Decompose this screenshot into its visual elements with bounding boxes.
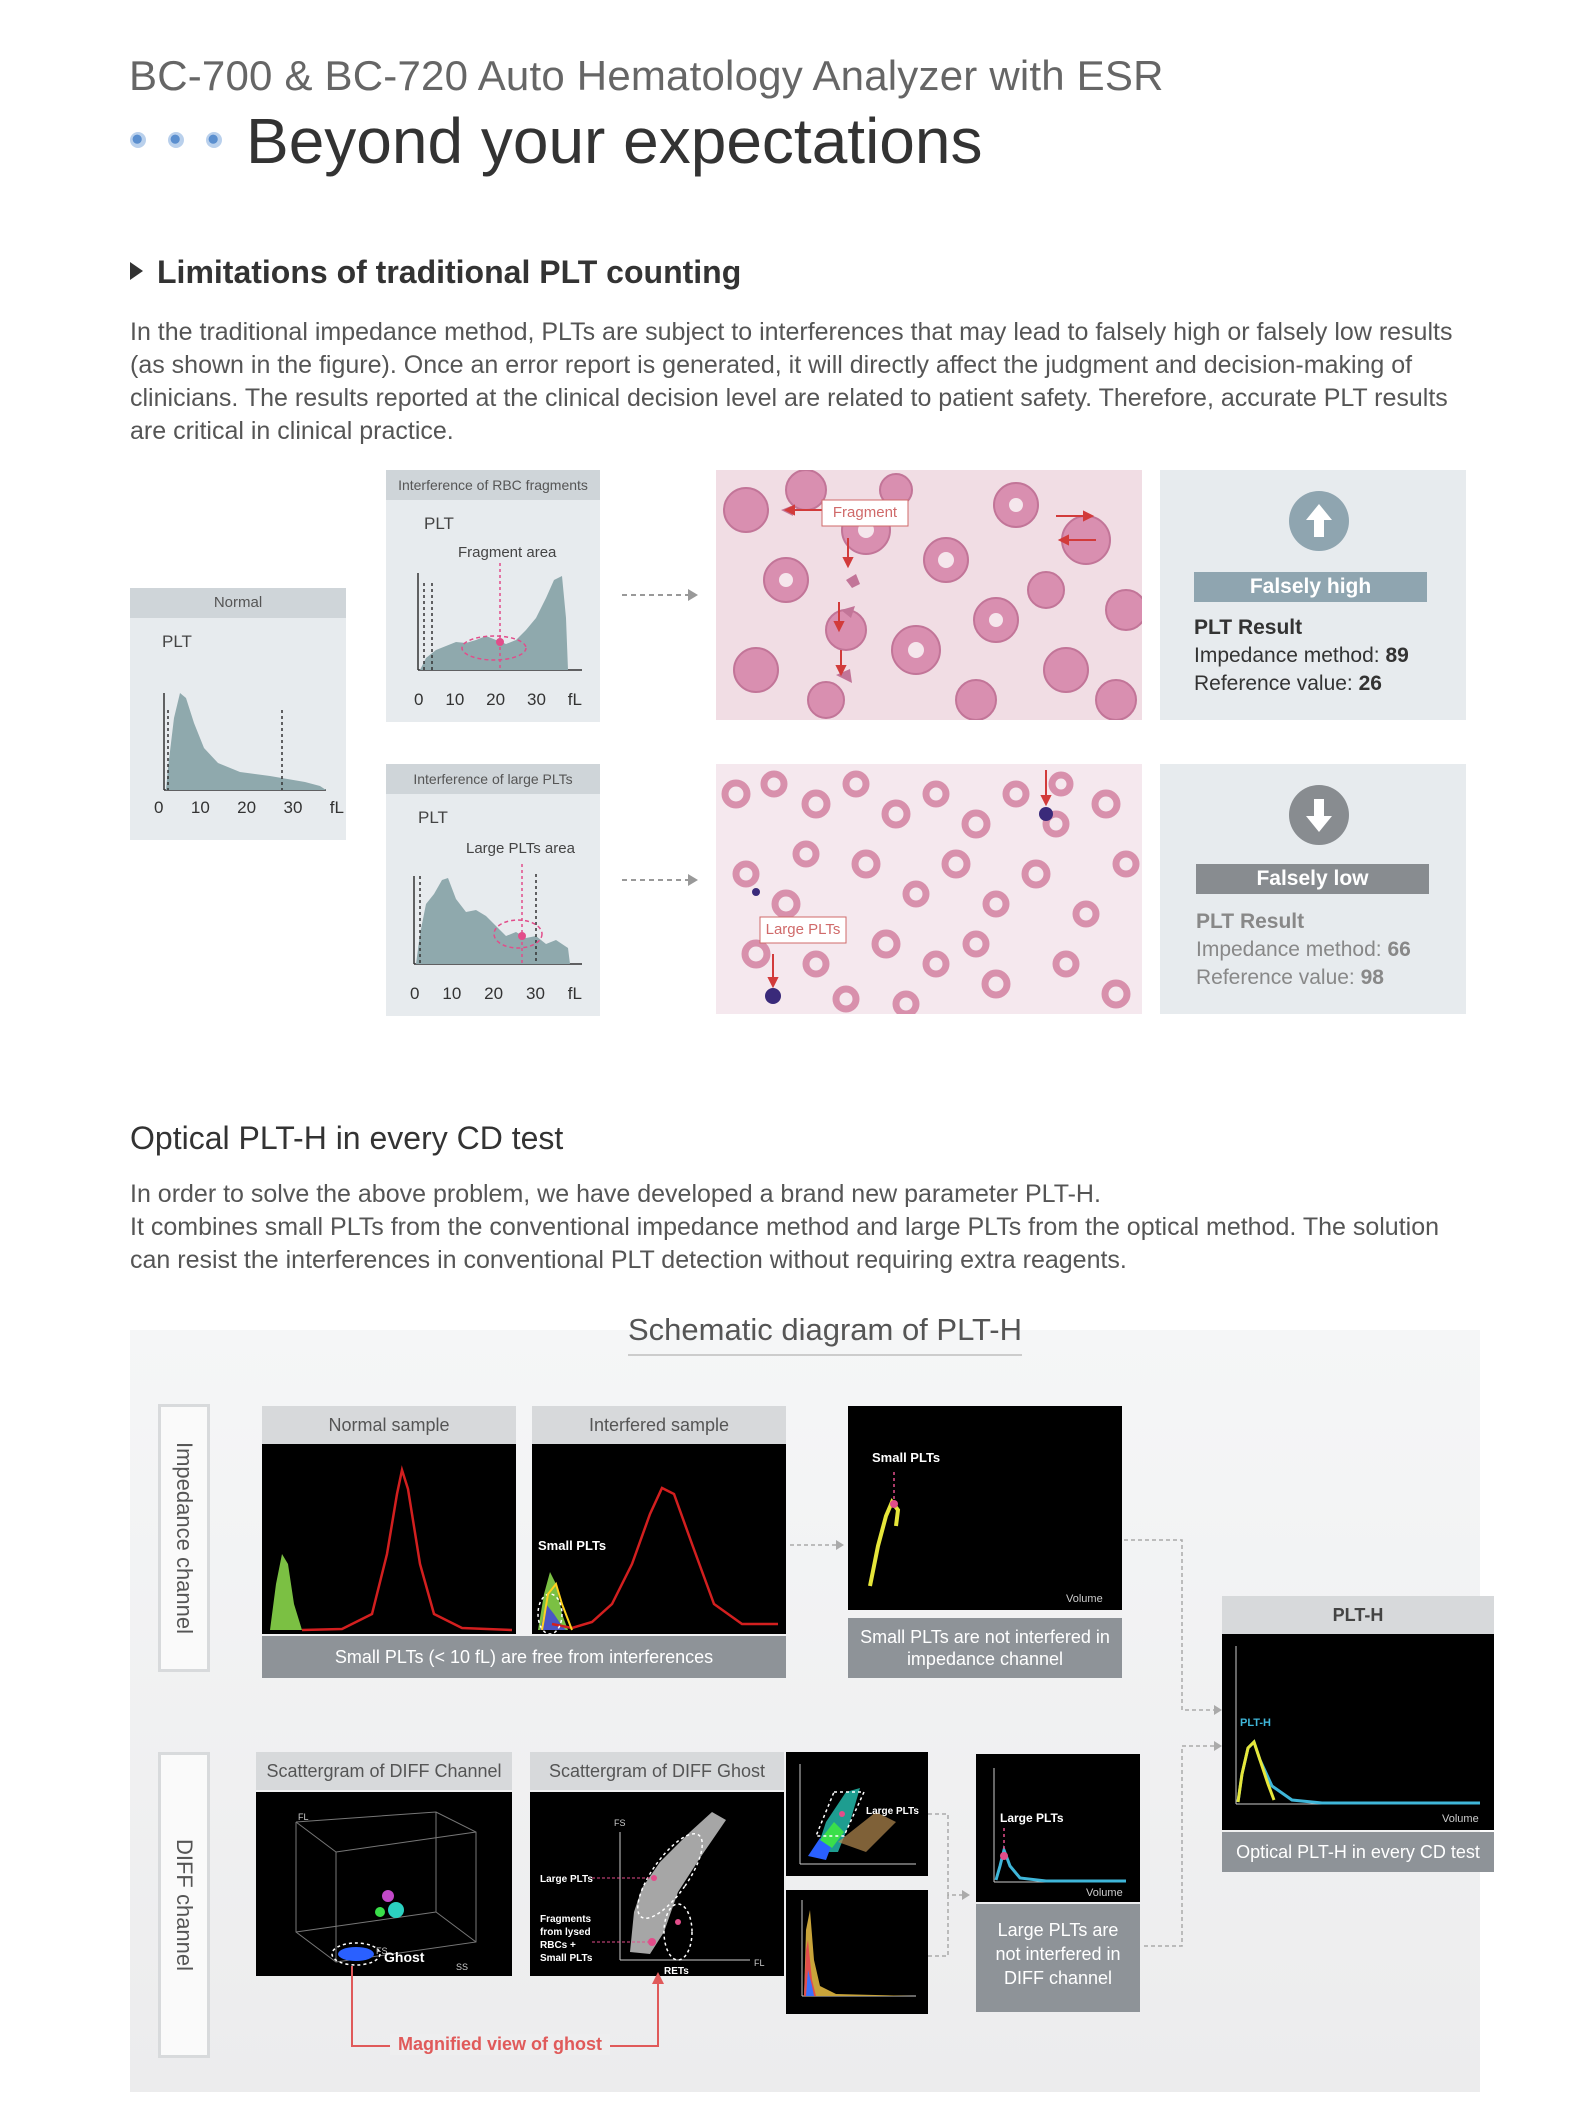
normal-histogram-panel: [130, 588, 346, 840]
section2-paragraph-2: It combines small PLTs from the conventional impedance method and large PLTs from the optical method. The solution can resist the interferences in conventional PLT detection without requiring extra reagents.: [130, 1213, 1440, 1274]
dashed-arrow-icon: [620, 585, 700, 605]
rbc-fragments-micrograph: [716, 470, 1142, 720]
label-text: Impedance channel: [172, 1441, 197, 1635]
up-arrow-icon: [1288, 490, 1350, 552]
document-title: Beyond your expectations: [246, 105, 983, 177]
falsely-high-result-card: [1160, 470, 1466, 720]
panel-header: Normal: [130, 588, 346, 618]
dashed-connector-to-plth: [1122, 1536, 1222, 1956]
tick-label: 0: [410, 984, 420, 1003]
impedance-value: 66: [1387, 938, 1411, 961]
fl-axis-label: FL: [754, 1958, 765, 1968]
reference-value: 26: [1358, 672, 1382, 695]
impedance-value: 89: [1385, 644, 1409, 667]
section-heading-limitations: [130, 254, 741, 291]
interfered-sample-header: Interfered sample: [532, 1406, 786, 1444]
blood-smear-image: [716, 764, 1142, 1014]
normal-histogram: [130, 648, 346, 798]
tick-label: 30: [526, 690, 546, 709]
diff-ghost-scattergram: [530, 1792, 784, 1976]
down-arrow-icon: [1288, 784, 1350, 846]
diff-channel-scattergram: [256, 1792, 512, 1976]
label-text: DIFF channel: [172, 1838, 197, 1972]
tick-label: 10: [190, 798, 210, 817]
caption-line: DIFF channel: [1003, 1968, 1113, 1988]
fragments-text-3: RBCs +: [540, 1940, 576, 1951]
document-subtitle: BC-700 & BC-720 Auto Hematology Analyzer with ESR: [129, 52, 1164, 99]
tick-label: 30: [283, 798, 303, 817]
diff-ghost-scatter-header: Scattergram of DIFF Ghost: [530, 1752, 784, 1790]
fs-axis-label: FS: [376, 1946, 388, 1956]
x-axis-ticks: [414, 690, 582, 710]
tick-label: fL: [329, 798, 344, 817]
reference-label: Reference value:: [1196, 966, 1361, 989]
dashed-arrow-icon: [788, 1535, 848, 1555]
plth-header: PLT-H: [1222, 1596, 1494, 1634]
tick-label: 10: [445, 690, 465, 709]
impedance-label: Impedance method:: [1196, 938, 1388, 961]
zoomed-ghost-scatter-1: [786, 1752, 928, 1876]
tick-label: fL: [567, 690, 582, 709]
large-plts-micrograph: [716, 764, 1142, 1014]
tick-label: 20: [484, 984, 504, 1003]
dashed-arrow-icon: [620, 870, 700, 890]
diff-channel-scatter-header: Scattergram of DIFF Channel: [256, 1752, 512, 1790]
tick-label: 0: [414, 690, 424, 709]
panel-header: Interference of large PLTs: [386, 764, 600, 794]
small-not-interfered-caption: Small PLTs are not interfered in impedance channel: [848, 1618, 1122, 1678]
fragment-area-label: Fragment area: [458, 544, 557, 561]
large-plts-area-label: Large PLTs area: [466, 840, 575, 857]
large-plts-tag: Large PLTs: [765, 921, 841, 938]
fragments-text-1: Fragments: [540, 1914, 592, 1925]
large-plts-text: Large PLTs: [1000, 1811, 1064, 1825]
caption-line: Large PLTs are: [997, 1920, 1119, 1940]
rets-label: RETs: [664, 1966, 689, 1976]
dot-icon: [206, 132, 222, 148]
section2-paragraph-1: In order to solve the above problem, we have developed a brand new parameter PLT-H.: [130, 1180, 1101, 1208]
fs-axis-label: FS: [614, 1818, 626, 1828]
section1-paragraph: In the traditional impedance method, PLTs are subject to interferences that may lead to falsely high or falsely low results (as shown in the figure). Once an error report is generated, it will directly affect the judgment and decision-making of clinicians. The results reported at the clinical decision level are related to patient safety. Therefore, accurate PLT results are critical in clinical practice.: [130, 318, 1453, 445]
falsely-low-badge: Falsely low: [1196, 864, 1429, 894]
ghost-label: Ghost: [384, 1949, 425, 1965]
plt-label: PLT: [418, 808, 448, 827]
tick-label: 10: [442, 984, 462, 1003]
small-plts-text: Small PLTs: [872, 1450, 941, 1465]
reference-label: Reference value:: [1194, 672, 1359, 695]
diff-channel-label: [158, 1752, 210, 2058]
x-axis-ticks: [154, 798, 344, 818]
dashed-connector: [928, 1800, 974, 1970]
plt-result-title: PLT Result: [1194, 616, 1303, 639]
panel-header: Interference of RBC fragments: [386, 470, 600, 500]
rbc-fragments-histogram: [386, 558, 600, 683]
rbc-fragments-histogram-panel: [386, 470, 600, 722]
plth-curve-label: PLT-H: [1240, 1717, 1271, 1729]
large-plts-optical-plot: [976, 1754, 1140, 1902]
schematic-title: Schematic diagram of PLT-H: [628, 1312, 1022, 1356]
fl-axis-label: FL: [298, 1812, 309, 1822]
section-heading-optical-plth: Optical PLT-H in every CD test: [130, 1120, 564, 1156]
large-plts-histogram: [386, 854, 600, 979]
tick-label: 30: [525, 984, 545, 1003]
large-not-interfered-caption: [976, 1904, 1140, 2012]
dot-icon: [130, 132, 146, 148]
fragments-text-2: from lysed: [540, 1927, 591, 1938]
normal-sample-histogram: [262, 1444, 516, 1634]
fragments-text-4: Small PLTs: [540, 1953, 593, 1964]
small-plts-impedance-plot: [848, 1406, 1122, 1610]
dot-icon: [168, 132, 184, 148]
reference-line: [1196, 966, 1384, 990]
fragment-tag: Fragment: [832, 504, 898, 521]
magnified-view-label: Magnified view of ghost: [390, 2034, 610, 2055]
tick-label: 20: [237, 798, 257, 817]
volume-axis-label: Volume: [1442, 1813, 1479, 1825]
volume-axis-label: Volume: [1066, 1593, 1103, 1605]
interfered-sample-histogram: [532, 1444, 786, 1634]
plth-caption: Optical PLT-H in every CD test: [1222, 1832, 1494, 1872]
large-plts-text: Large PLTs: [540, 1874, 593, 1885]
falsely-low-result-card: [1160, 764, 1466, 1014]
reference-value: 98: [1360, 966, 1384, 989]
impedance-line: [1194, 644, 1409, 668]
zoomed-ghost-histogram: [786, 1890, 928, 2014]
plt-result-title: PLT Result: [1196, 910, 1305, 933]
plt-label: PLT: [424, 514, 454, 533]
tick-label: 0: [154, 798, 164, 817]
impedance-line: [1196, 938, 1411, 962]
tick-label: fL: [567, 984, 582, 1003]
caption-line: not interfered in: [995, 1944, 1121, 1964]
heading-text: Limitations of traditional PLT counting: [157, 254, 742, 290]
normal-sample-header: Normal sample: [262, 1406, 516, 1444]
large-plts-histogram-panel: [386, 764, 600, 1016]
small-plts-text: Small PLTs: [538, 1538, 607, 1553]
impedance-channel-label: [158, 1404, 210, 1672]
plt-label: PLT: [162, 632, 192, 651]
x-axis-ticks: [410, 984, 582, 1004]
tick-label: 20: [486, 690, 506, 709]
ss-axis-label: SS: [456, 1962, 469, 1972]
plth-histogram: [1222, 1634, 1494, 1830]
large-plts-text: Large PLTs: [866, 1806, 919, 1817]
impedance-label: Impedance method:: [1194, 644, 1386, 667]
reference-line: [1194, 672, 1382, 696]
triangle-bullet-icon: [130, 262, 143, 280]
volume-axis-label: Volume: [1086, 1887, 1123, 1899]
falsely-high-badge: Falsely high: [1194, 572, 1427, 602]
small-plts-caption: Small PLTs (< 10 fL) are free from interferences: [262, 1636, 786, 1678]
blood-smear-image: [716, 470, 1142, 720]
